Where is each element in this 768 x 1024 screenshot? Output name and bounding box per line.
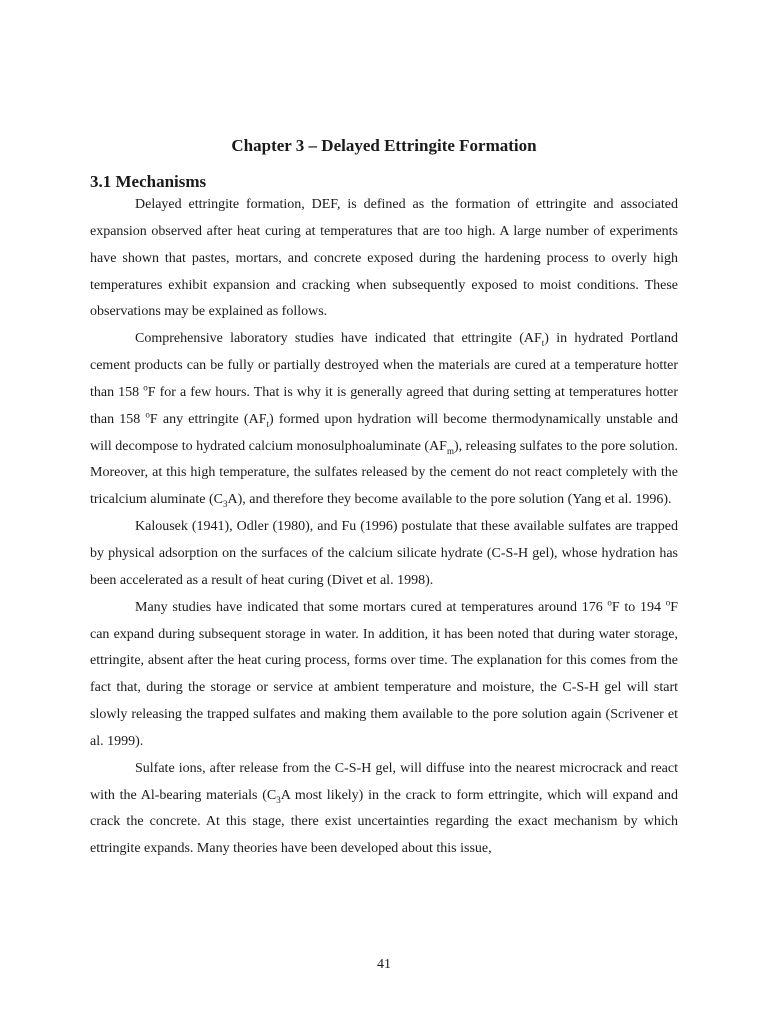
body-text	[90, 192, 678, 863]
paragraph-4: Many studies have indicated that some mortars cured at temperatures around 176 $^o$F to 194 $^o$F can expand during subsequent storage in water. In addition, it has been noted that during water storage, ettringite, absent after the heat curing process, forms over time. The explanation for this comes from the fact that, during the storage or service at ambient temperature and moisture, the C-S-H gel will start slowly releasing the trapped sulfates and making them available to the pore solution again (Scrivener et al. 1999).	[90, 597, 678, 749]
page-number: 41	[377, 957, 391, 972]
paragraph-3: Kalousek (1941), Odler (1980), and Fu (1996) postulate that these available sulfates are trapped by physical adsorption on the surfaces of the calcium silicate hydrate (C-S-H gel), whose hydration has been accelerated as a result of heat curing (Divet et al. 1998).	[90, 519, 678, 588]
paragraph-1: Delayed ettringite formation, DEF, is defined as the formation of ettringite and associated expansion observed after heat curing at temperatures that are too high. A large number of experiments have shown that pastes, mortars, and concrete exposed during the hardening process to overly high temperatures exhibit expansion and cracking when subsequently exposed to moist conditions. These observations may be explained as follows.	[90, 197, 678, 320]
section-heading: 3.1 Mechanisms	[90, 172, 207, 191]
chapter-title: Chapter 3 – Delayed Ettringite Formation	[231, 136, 537, 155]
paragraph-2: Comprehensive laboratory studies have indicated that ettringite $(AF_t)$ in hydrated Portland cement products can be fully or partially destroyed when the materials are cured at a temperature hotter than 158 $^o$F for a few hours. That is why it is generally agreed that during setting at temperatures hotter than 158 $^o$F any ettringite $(AF_t)$ formed upon hydration will become thermodynamically unstable and will decompose to hydrated calcium monosulphoaluminate $(AF_m)$, releasing sulfates to the pore solution. Moreover, at this high temperature, the sulfates released by the cement do not react completely with the tricalcium aluminate $(C_3A)$, and therefore they become available to the pore solution (Yang et al. 1996).	[90, 331, 679, 510]
paragraph-5: Sulfate ions, after release from the C-S-H gel, will diffuse into the nearest microcrack and react with the Al-bearing materials ($C_3A$ most likely) in the crack to form ettringite, which will expand and crack the concrete. At this stage, there exist uncertainties regarding the exact mechanism by which ettringite expands. Many theories have been developed about this issue,	[90, 760, 678, 857]
